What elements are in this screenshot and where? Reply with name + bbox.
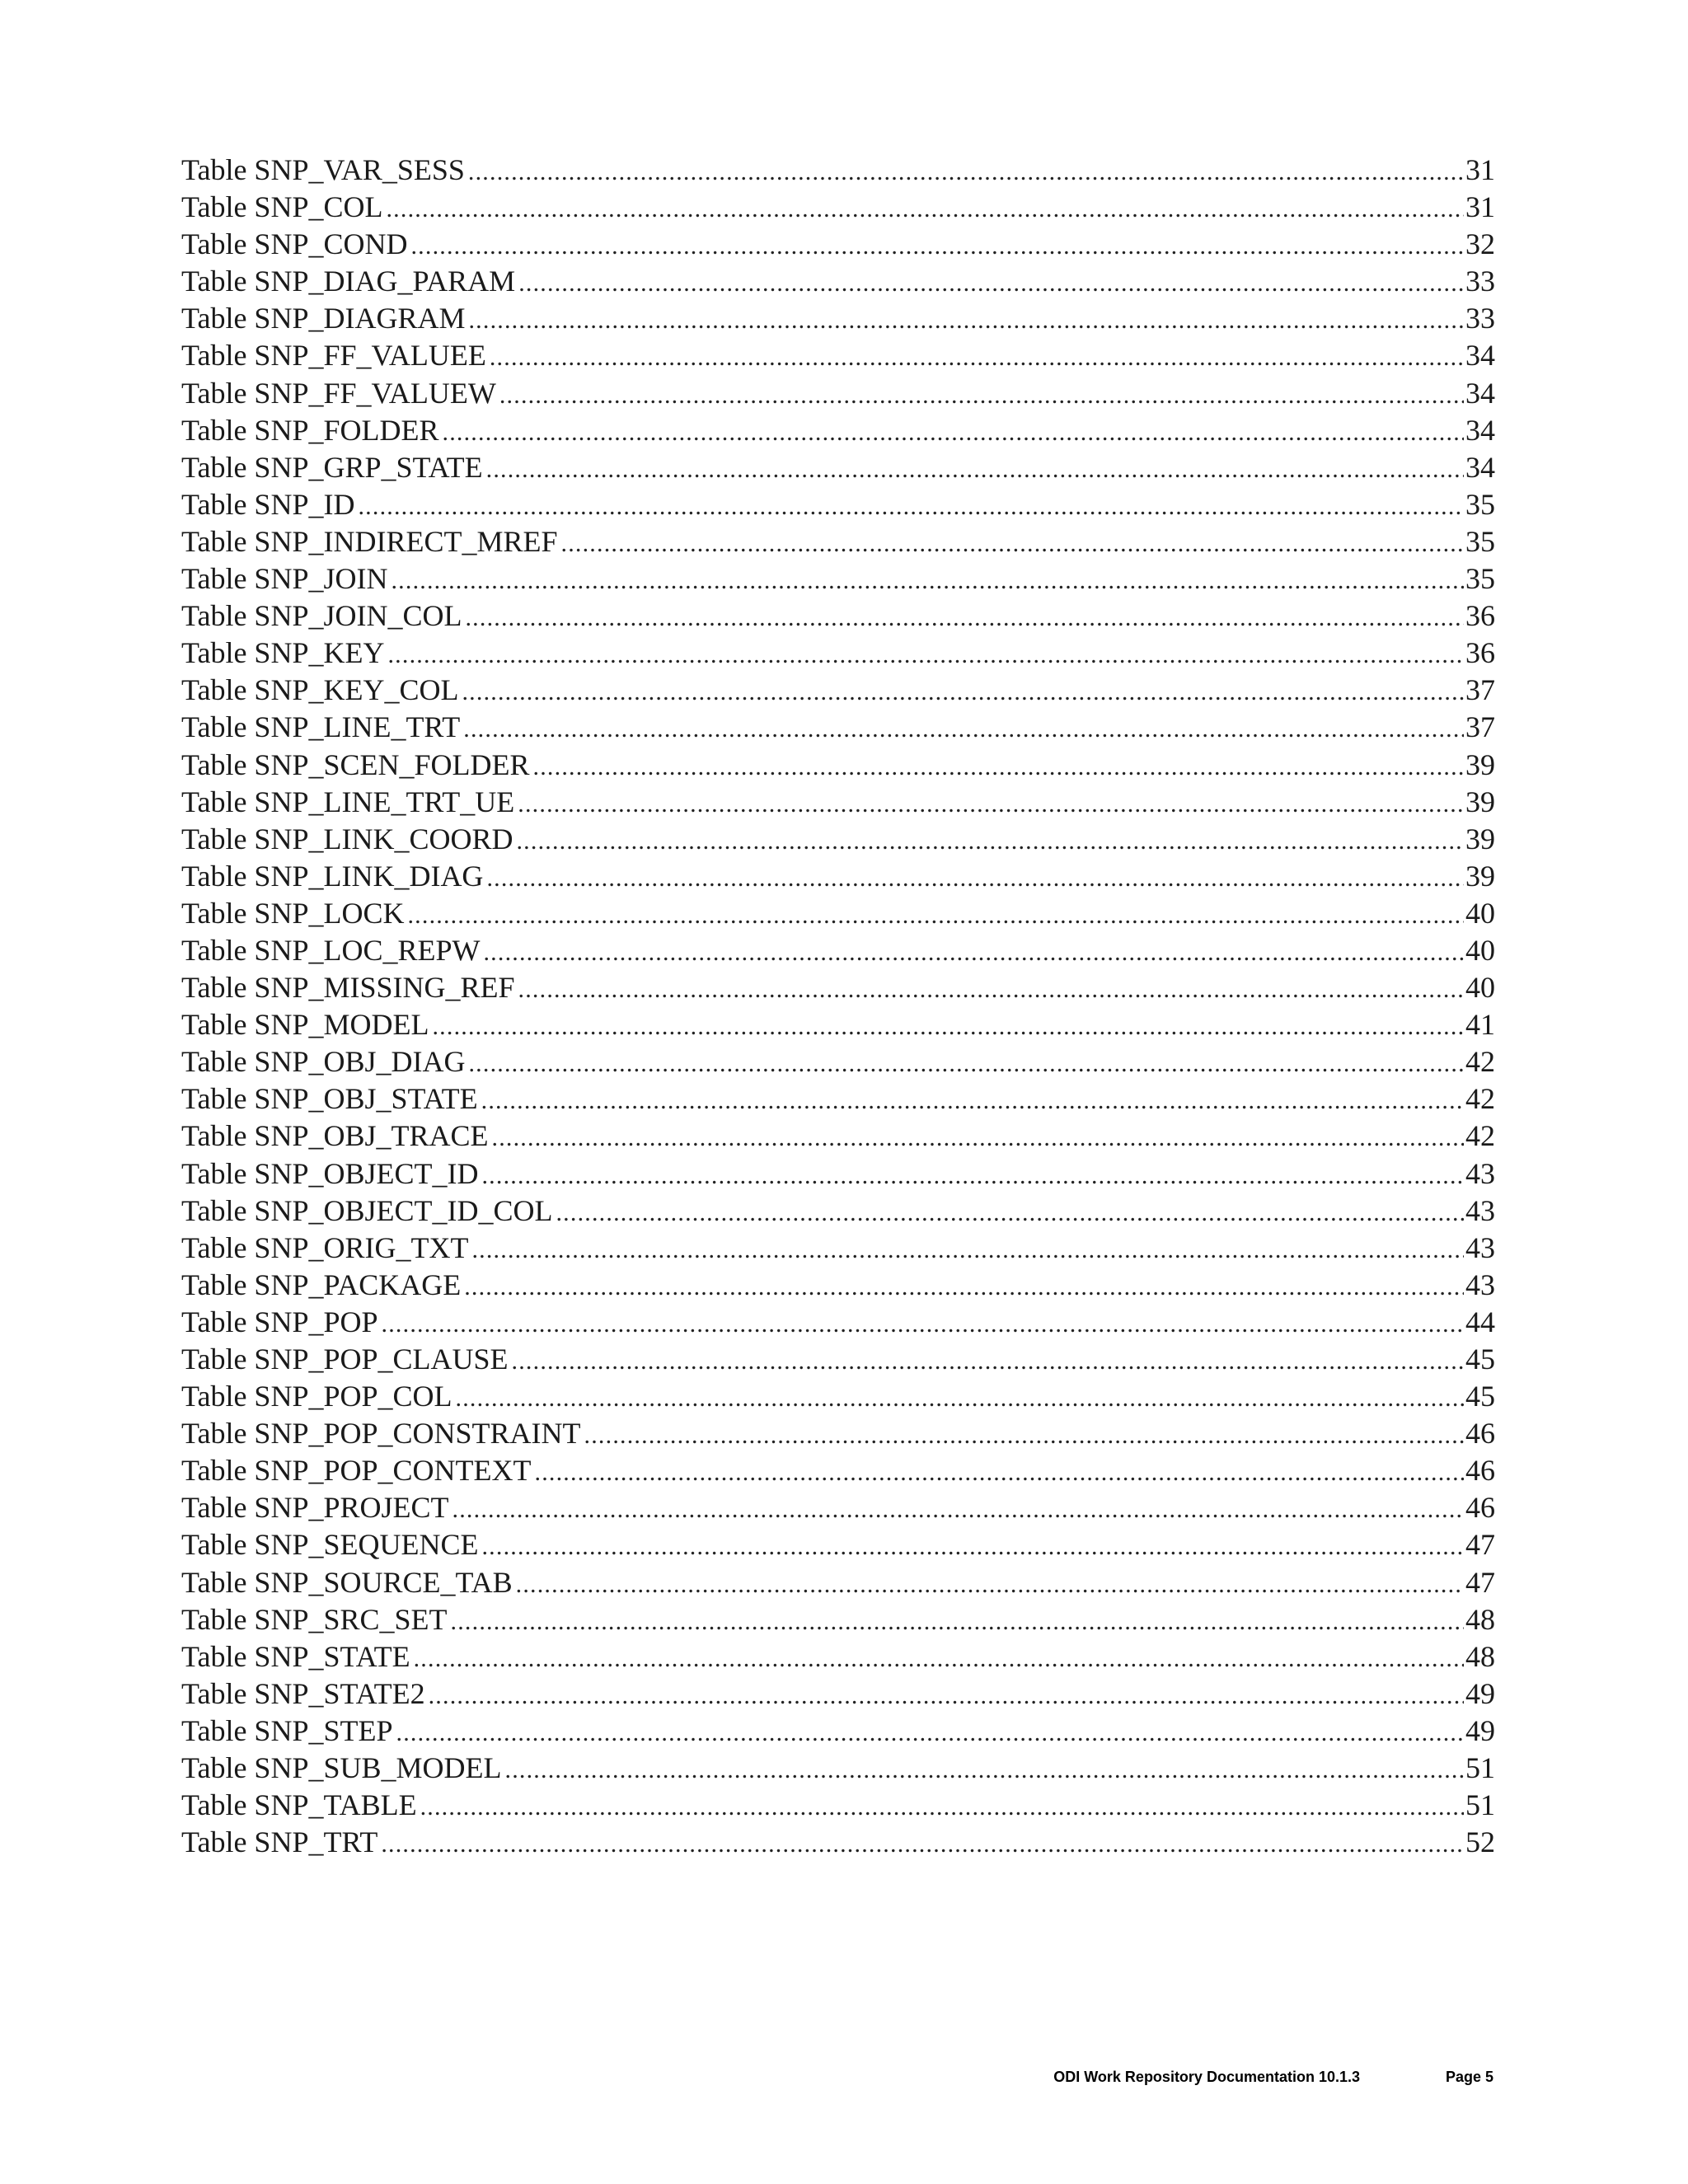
- toc-entry-title: Table SNP_OBJECT_ID: [181, 1156, 479, 1190]
- toc-entry-title: Table SNP_KEY_COL: [181, 673, 459, 707]
- toc-entry[interactable]: [181, 1267, 1495, 1304]
- toc-entry[interactable]: [181, 969, 1495, 1006]
- toc-dot-leader: [490, 339, 1464, 376]
- toc-dot-leader: [456, 1380, 1464, 1417]
- toc-entry-title: Table SNP_LOCK: [181, 896, 405, 930]
- toc-dot-leader: [358, 488, 1464, 525]
- toc-entry-title: Table SNP_KEY: [181, 636, 385, 670]
- toc-entry-page-number: 49: [1465, 1676, 1495, 1710]
- toc-dot-leader: [391, 562, 1464, 599]
- toc-entry-page-number: 52: [1465, 1825, 1495, 1859]
- toc-dot-leader: [429, 1677, 1464, 1714]
- toc-entry-page-number: 37: [1465, 673, 1495, 707]
- toc-entry[interactable]: [181, 1155, 1495, 1193]
- toc-entry-page-number: 40: [1465, 896, 1495, 930]
- toc-entry-page-number: 34: [1465, 450, 1495, 484]
- toc-entry[interactable]: [181, 1043, 1495, 1080]
- toc-entry-page-number: 43: [1465, 1193, 1495, 1227]
- toc-dot-leader: [452, 1491, 1464, 1528]
- toc-dot-leader: [499, 377, 1464, 414]
- toc-entry-title: Table SNP_STATE: [181, 1639, 410, 1673]
- toc-entry[interactable]: [181, 1675, 1495, 1713]
- toc-entry[interactable]: [181, 412, 1495, 449]
- toc-entry-page-number: 42: [1465, 1119, 1495, 1153]
- toc-entry-page-number: 34: [1465, 339, 1495, 373]
- toc-entry[interactable]: [181, 1824, 1495, 1861]
- toc-dot-leader: [420, 1788, 1464, 1825]
- toc-entry-page-number: 45: [1465, 1380, 1495, 1413]
- toc-entry-page-number: 39: [1465, 748, 1495, 781]
- toc-entry-page-number: 46: [1465, 1454, 1495, 1488]
- toc-dot-leader: [486, 451, 1464, 488]
- toc-entry-page-number: 51: [1465, 1788, 1495, 1822]
- toc-entry-page-number: 45: [1465, 1343, 1495, 1376]
- toc-entry-page-number: 39: [1465, 785, 1495, 818]
- toc-entry-title: Table SNP_LINK_DIAG: [181, 859, 484, 893]
- toc-entry[interactable]: [181, 1230, 1495, 1267]
- toc-entry-page-number: 37: [1465, 710, 1495, 744]
- toc-entry-page-number: 34: [1465, 376, 1495, 410]
- toc-dot-leader: [518, 785, 1464, 823]
- toc-entry-title: Table SNP_FF_VALUEE: [181, 339, 486, 373]
- toc-dot-leader: [464, 1268, 1464, 1305]
- toc-dot-leader: [387, 636, 1464, 673]
- toc-entry-page-number: 51: [1465, 1751, 1495, 1785]
- toc-entry[interactable]: [181, 1341, 1495, 1378]
- toc-entry[interactable]: [181, 263, 1495, 300]
- toc-entry[interactable]: [181, 226, 1495, 263]
- toc-dot-leader: [462, 673, 1464, 710]
- toc-entry[interactable]: [181, 747, 1495, 784]
- toc-entry[interactable]: [181, 1564, 1495, 1601]
- toc-entry[interactable]: [181, 1415, 1495, 1452]
- toc-entry-page-number: 42: [1465, 1082, 1495, 1116]
- toc-entry-page-number: 44: [1465, 1305, 1495, 1338]
- toc-dot-leader: [432, 1008, 1464, 1045]
- toc-entry-page-number: 35: [1465, 487, 1495, 521]
- toc-entry[interactable]: [181, 635, 1495, 672]
- toc-entry-title: Table SNP_LOC_REPW: [181, 933, 481, 967]
- toc-entry-page-number: 35: [1465, 524, 1495, 558]
- footer-document-title: ODI Work Repository Documentation 10.1.3: [1053, 2069, 1360, 2085]
- toc-entry-page-number: 36: [1465, 636, 1495, 670]
- toc-entry-page-number: 41: [1465, 1008, 1495, 1042]
- toc-entry[interactable]: [181, 932, 1495, 969]
- toc-entry-title: Table SNP_STATE2: [181, 1676, 425, 1710]
- toc-entry[interactable]: [181, 337, 1495, 374]
- toc-dot-leader: [556, 1194, 1464, 1231]
- footer-page-number: Page 5: [1445, 2069, 1493, 2085]
- toc-dot-leader: [465, 599, 1464, 636]
- toc-dot-leader: [561, 525, 1465, 562]
- toc-entry-title: Table SNP_INDIRECT_MREF: [181, 524, 558, 558]
- toc-entry-title: Table SNP_POP_CLAUSE: [181, 1343, 509, 1376]
- toc-entry[interactable]: [181, 449, 1495, 486]
- toc-entry[interactable]: [181, 1489, 1495, 1526]
- toc-entry-title: Table SNP_LINE_TRT: [181, 710, 461, 744]
- toc-entry[interactable]: [181, 598, 1495, 635]
- toc-dot-leader: [518, 265, 1464, 302]
- toc-entry-page-number: 48: [1465, 1602, 1495, 1636]
- toc-entry-title: Table SNP_POP_CONSTRAINT: [181, 1417, 581, 1451]
- toc-dot-leader: [533, 748, 1464, 785]
- toc-entry-page-number: 35: [1465, 562, 1495, 596]
- toc-dot-leader: [468, 153, 1464, 190]
- toc-entry-title: Table SNP_LINE_TRT_UE: [181, 785, 515, 818]
- toc-entry-page-number: 47: [1465, 1565, 1495, 1599]
- toc-entry-title: Table SNP_SCEN_FOLDER: [181, 748, 530, 781]
- toc-entry[interactable]: [181, 486, 1495, 523]
- toc-entry-title: Table SNP_MISSING_REF: [181, 971, 515, 1005]
- toc-entry[interactable]: [181, 1378, 1495, 1415]
- toc-entry-page-number: 43: [1465, 1156, 1495, 1190]
- toc-entry-page-number: 36: [1465, 599, 1495, 633]
- toc-dot-leader: [505, 1751, 1465, 1788]
- toc-dot-leader: [481, 1528, 1464, 1565]
- toc-entry[interactable]: [181, 523, 1495, 560]
- toc-entry-page-number: 49: [1465, 1713, 1495, 1747]
- toc-entry-page-number: 43: [1465, 1268, 1495, 1301]
- toc-entry-title: Table SNP_FOLDER: [181, 413, 439, 447]
- toc-entry-page-number: 31: [1465, 153, 1495, 186]
- toc-dot-leader: [471, 1231, 1464, 1268]
- toc-entry-title: Table SNP_SRC_SET: [181, 1602, 448, 1636]
- toc-entry[interactable]: [181, 784, 1495, 821]
- toc-entry-title: Table SNP_GRP_STATE: [181, 450, 483, 484]
- toc-entry[interactable]: [181, 821, 1495, 858]
- toc-entry[interactable]: [181, 189, 1495, 226]
- toc-entry-page-number: 39: [1465, 859, 1495, 893]
- toc-dot-leader: [468, 302, 1464, 339]
- toc-entry-title: Table SNP_PROJECT: [181, 1491, 449, 1525]
- toc-entry[interactable]: [181, 709, 1495, 746]
- toc-entry-title: Table SNP_TRT: [181, 1825, 378, 1859]
- toc-dot-leader: [483, 934, 1464, 971]
- toc-entry[interactable]: [181, 1750, 1495, 1787]
- toc-entry-title: Table SNP_SOURCE_TAB: [181, 1565, 513, 1599]
- toc-entry[interactable]: [181, 1193, 1495, 1230]
- toc-entry-page-number: 42: [1465, 1045, 1495, 1079]
- toc-entry[interactable]: [181, 560, 1495, 598]
- toc-entry-page-number: 40: [1465, 933, 1495, 967]
- toc-entry-page-number: 34: [1465, 413, 1495, 447]
- toc-dot-leader: [451, 1603, 1464, 1640]
- toc-entry-title: Table SNP_JOIN: [181, 562, 388, 596]
- toc-dot-leader: [382, 1305, 1464, 1343]
- toc-dot-leader: [516, 1566, 1464, 1603]
- toc-entry-page-number: 43: [1465, 1230, 1495, 1264]
- toc-dot-leader: [486, 860, 1464, 897]
- toc-dot-leader: [492, 1119, 1465, 1156]
- toc-entry-page-number: 32: [1465, 227, 1495, 261]
- toc-dot-leader: [396, 1714, 1465, 1751]
- toc-dot-leader: [535, 1454, 1465, 1491]
- table-of-contents: [181, 152, 1495, 1861]
- toc-entry-title: Table SNP_JOIN_COL: [181, 599, 462, 633]
- toc-entry[interactable]: [181, 1526, 1495, 1563]
- toc-entry-page-number: 33: [1465, 265, 1495, 298]
- toc-dot-leader: [481, 1082, 1464, 1119]
- toc-entry-title: Table SNP_STEP: [181, 1713, 393, 1747]
- toc-entry-page-number: 33: [1465, 302, 1495, 335]
- toc-entry-title: Table SNP_TABLE: [181, 1788, 417, 1822]
- toc-entry-title: Table SNP_POP_CONTEXT: [181, 1454, 532, 1488]
- toc-entry[interactable]: [181, 895, 1495, 932]
- toc-entry[interactable]: [181, 858, 1495, 895]
- toc-entry-title: Table SNP_DIAGRAM: [181, 302, 466, 335]
- toc-entry-page-number: 39: [1465, 822, 1495, 855]
- toc-entry[interactable]: [181, 1638, 1495, 1675]
- toc-dot-leader: [443, 414, 1465, 451]
- toc-entry[interactable]: [181, 300, 1495, 337]
- toc-entry[interactable]: [181, 1304, 1495, 1341]
- toc-dot-leader: [414, 1640, 1464, 1677]
- toc-entry-title: Table SNP_SUB_MODEL: [181, 1751, 502, 1785]
- toc-entry[interactable]: [181, 375, 1495, 412]
- toc-entry[interactable]: [181, 1452, 1495, 1489]
- toc-entry-title: Table SNP_FF_VALUEW: [181, 376, 496, 410]
- toc-entry-page-number: 46: [1465, 1417, 1495, 1451]
- toc-entry-title: Table SNP_LINK_COORD: [181, 822, 513, 855]
- toc-entry-title: Table SNP_DIAG_PARAM: [181, 265, 516, 298]
- toc-dot-leader: [463, 710, 1464, 748]
- toc-entry-title: Table SNP_SEQUENCE: [181, 1528, 479, 1562]
- toc-entry-title: Table SNP_PACKAGE: [181, 1268, 462, 1301]
- toc-entry-title: Table SNP_MODEL: [181, 1008, 429, 1042]
- toc-dot-leader: [584, 1417, 1464, 1454]
- toc-entry[interactable]: [181, 1713, 1495, 1750]
- toc-entry[interactable]: [181, 1118, 1495, 1155]
- toc-entry-title: Table SNP_OBJ_STATE: [181, 1082, 478, 1116]
- toc-entry-page-number: 47: [1465, 1528, 1495, 1562]
- toc-entry[interactable]: [181, 1080, 1495, 1118]
- toc-dot-leader: [481, 1157, 1464, 1194]
- toc-entry-title: Table SNP_COND: [181, 227, 408, 261]
- toc-dot-leader: [516, 823, 1464, 860]
- toc-dot-leader: [381, 1825, 1464, 1863]
- toc-entry[interactable]: [181, 1006, 1495, 1043]
- toc-entry-title: Table SNP_VAR_SESS: [181, 153, 465, 186]
- toc-entry-title: Table SNP_ORIG_TXT: [181, 1230, 469, 1264]
- toc-entry-title: Table SNP_POP_COL: [181, 1380, 452, 1413]
- toc-entry-page-number: 31: [1465, 190, 1495, 224]
- toc-entry-page-number: 46: [1465, 1491, 1495, 1525]
- toc-entry-page-number: 40: [1465, 971, 1495, 1005]
- toc-entry[interactable]: [181, 1601, 1495, 1638]
- toc-entry-title: Table SNP_OBJECT_ID_COL: [181, 1193, 553, 1227]
- toc-dot-leader: [386, 190, 1464, 227]
- toc-entry-title: Table SNP_POP: [181, 1305, 378, 1338]
- toc-entry[interactable]: [181, 152, 1495, 189]
- toc-dot-leader: [512, 1343, 1464, 1380]
- toc-dot-leader: [468, 1045, 1464, 1082]
- toc-entry[interactable]: [181, 672, 1495, 709]
- toc-dot-leader: [410, 227, 1464, 265]
- toc-entry-title: Table SNP_OBJ_DIAG: [181, 1045, 466, 1079]
- toc-entry-title: Table SNP_OBJ_TRACE: [181, 1119, 489, 1153]
- toc-entry-title: Table SNP_COL: [181, 190, 383, 224]
- toc-entry-page-number: 48: [1465, 1639, 1495, 1673]
- toc-dot-leader: [407, 897, 1464, 934]
- page-footer: [907, 2069, 1493, 2093]
- toc-entry[interactable]: [181, 1787, 1495, 1824]
- toc-entry-title: Table SNP_ID: [181, 487, 355, 521]
- toc-dot-leader: [518, 971, 1464, 1008]
